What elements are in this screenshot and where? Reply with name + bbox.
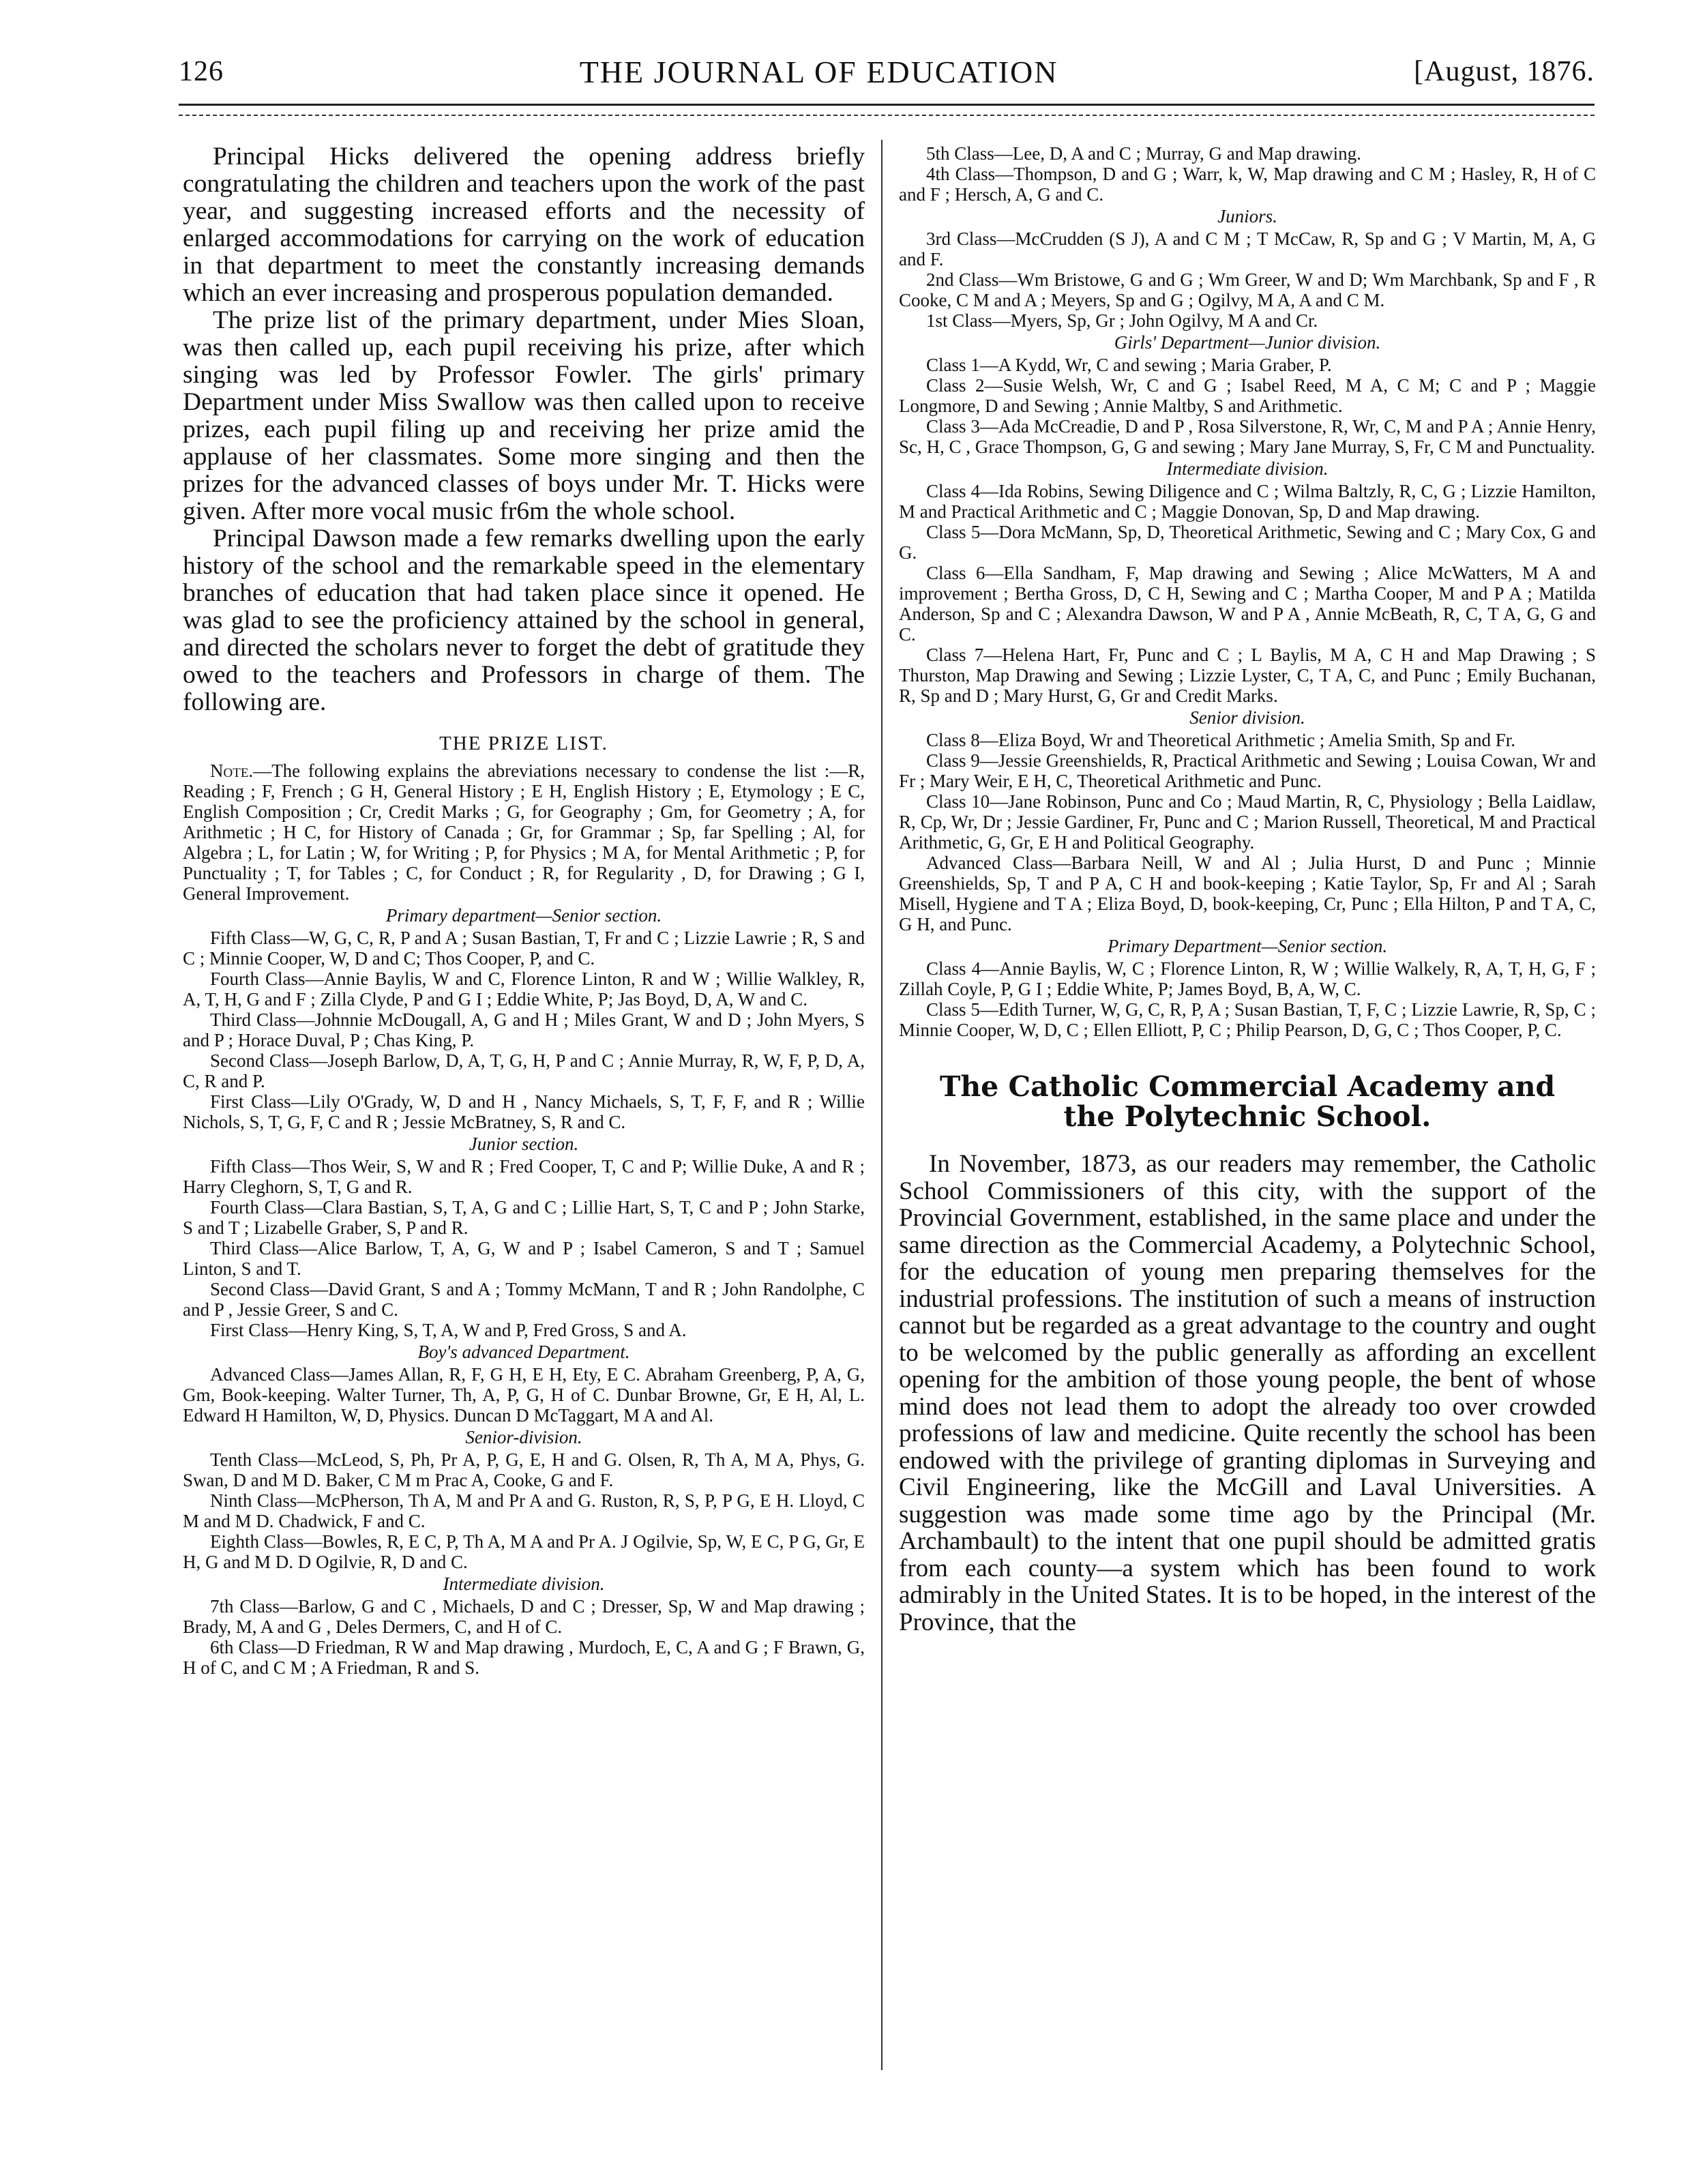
- prize-list-title: THE PRIZE LIST.: [439, 733, 608, 754]
- article-body: In November, 1873, as our readers may remember, the Catholic School Commissioners of this city, with the support of the Provincial Government, established, in the same place and under the same direction as the Commercial Academy, a Polytechnic School, for the education of young men preparing themselves for the industrial professions. The institution of such a means of instruction cannot but be regarded as a great advantage to the country and ought to be welcomed by the public generally as affording an excellent opening for the ambition of those young people, the bent of whose mind does not lead them to adopt the already too over crowded professions of law and medicine. Quite recently the school has been endowed with the privilege of granting diplomas in Surveying and Civil Engineering, like the McGill and Laval Universities. A suggestion was made some time ago by the Principal (Mr. Archambault) to the intent that one pupil should be admitted gratis from each county—a system which has been found to work admirably in the United States. It is to be hoped, in the interest of the Province, that the: [899, 1150, 1596, 1636]
- prize-entry: 6th Class—D Friedman, R W and Map drawing , Murdoch, E, C, A and G ; F Brawn, G, H of C, and C M ; A Friedman, R and S.: [183, 1637, 865, 1678]
- prize-entry: Second Class—David Grant, S and A ; Tommy McMann, T and R ; John Randolphe, C and P , Jessie Greer, S and C.: [183, 1279, 865, 1320]
- intro-paragraph: The prize list of the primary department, under Mies Sloan, was then called up, each pupil receiving his prize, after which singing was led by Professor Fowler. The girls' primary Department under Miss Swallow was then called upon to receive prizes, each pupil filing up and receiving her prize amid the applause of her classmates. Some more singing and then the prizes for the advanced classes of boys under Mr. T. Hicks were given. After more vocal music fr6m the whole school.: [183, 306, 865, 525]
- section-heading: Intermediate division.: [443, 1574, 605, 1594]
- prize-entry: Third Class—Johnnie McDougall, A, G and H ; Miles Grant, W and D ; John Myers, S and P ; Horace Duval, P ; Chas King, P.: [183, 1009, 865, 1050]
- section-heading: Senior division.: [1189, 707, 1305, 728]
- prize-entry: Second Class—Joseph Barlow, D, A, T, G, H, P and C ; Annie Murray, R, W, F, P, D, A, C, R and P.: [183, 1050, 865, 1091]
- section-heading: Boy's advanced Department.: [417, 1342, 630, 1362]
- prize-entry: First Class—Henry King, S, T, A, W and P, Fred Gross, S and A.: [210, 1320, 687, 1340]
- header-rule-dashed: [179, 115, 1595, 116]
- header-rule: [179, 104, 1595, 106]
- prize-entry: Class 9—Jessie Greenshields, R, Practical Arithmetic and Sewing ; Louisa Cowan, Wr and Fr ; Mary Weir, E H, C, Theoretical Arithmetic and Punc.: [899, 750, 1596, 791]
- prize-entry: Advanced Class—James Allan, R, F, G H, E H, Ety, E C. Abraham Greenberg, P, A, G, Gm, Book-keeping. Walter Turner, Th, A, P, G, H of C. Dunbar Browne, Gr, E H, Al, L. Edward H Hamilton, W, D, Physics. Duncan D McTaggart, M A and Al.: [183, 1364, 865, 1426]
- journal-title: THE JOURNAL OF EDUCATION: [579, 54, 1058, 89]
- note-text: —The following explains the abreviations necessary to condense the list :—R, Reading ; F, French ; G H, General History ; E H, English History ; E, Etymology ; E C, English Composition ; Cr, Credit Marks ; G, for Geography ; Gm, for Geometry ; A, for Arithmetic ; H C, for History of Canada ; Gr, for Grammar ; Sp, far Spelling ; Al, for Algebra ; L, for Latin ; W, for Writing ; P, for Physics ; M A, for Mental Arithmetic ; P, for Punctuality ; T, for Tables ; C, for Conduct ; R, for Regularity , D, for Drawing ; G I, General Improvement.: [183, 761, 865, 904]
- prize-entry: Class 7—Helena Hart, Fr, Punc and C ; L Baylis, M A, C H and Map Drawing ; S Thurston, Map Drawing and Sewing ; Lizzie Lyster, C, T A, C, and Punc ; Emily Buchanan, R, Sp and D ; Mary Hurst, G, Gr and Credit Marks.: [899, 645, 1596, 706]
- page-number: 126: [179, 56, 224, 87]
- prize-entry: Advanced Class—Barbara Neill, W and Al ; Julia Hurst, D and Punc ; Minnie Greenshields, Sp, T and P A, C H and book-keeping ; Katie Taylor, Sp, Fr and Al ; Sarah Misell, Hygiene and T A ; Eliza Boyd, D, book-keeping, Cr, Punc ; Ella Hilton, P and T A, C, G H, and Punc.: [899, 853, 1596, 934]
- prize-entry: Class 4—Ida Robins, Sewing Diligence and C ; Wilma Baltzly, R, C, G ; Lizzie Hamilton, M and Practical Arithmetic and C ; Maggie Donovan, Sp, D and Map drawing.: [899, 481, 1596, 522]
- section-heading: Senior-division.: [465, 1427, 582, 1447]
- right-prize-sections: [899, 143, 1596, 1040]
- section-heading: Intermediate division.: [1166, 458, 1329, 479]
- note-label: Note.: [210, 761, 254, 781]
- prize-entry: Class 5—Dora McMann, Sp, D, Theoretical Arithmetic, Sewing and C ; Mary Cox, G and G.: [899, 522, 1596, 563]
- prize-entry: Class 10—Jane Robinson, Punc and Co ; Maud Martin, R, C, Physiology ; Bella Laidlaw, R, Cp, Wr, Dr ; Jessie Gardiner, Fr, Punc and C ; Marion Russell, Theoretical, M and Practical Arithmetic, G, Gr, E H and Political Geography.: [899, 791, 1596, 853]
- prize-entry: 1st Class—Myers, Sp, Gr ; John Ogilvy, M A and Cr.: [926, 310, 1318, 331]
- right-column: [899, 143, 1596, 1636]
- issue-date: [August, 1876.: [1414, 56, 1595, 87]
- prize-entry: Class 3—Ada McCreadie, D and P , Rosa Silverstone, R, Wr, C, M and P A ; Annie Henry, Sc, H, C , Grace Thompson, G, G and sewing ; Mary Jane Murray, S, Fr, C M and Punctuality.: [899, 416, 1596, 457]
- prize-entry: Fifth Class—W, G, C, R, P and A ; Susan Bastian, T, Fr and C ; Lizzie Lawrie ; R, S and C ; Minnie Cooper, W, D and C; Thos Cooper, P, and C.: [183, 928, 865, 969]
- prize-entry: Class 1—A Kydd, Wr, C and sewing ; Maria Graber, P.: [926, 355, 1332, 375]
- prize-entry: 7th Class—Barlow, G and C , Michaels, D and C ; Dresser, Sp, W and Map drawing ; Brady, M, A and G , Deles Dermers, C, and H of C.: [183, 1596, 865, 1637]
- section-heading: Primary Department—Senior section.: [1107, 936, 1388, 956]
- prize-entry: 4th Class—Thompson, D and G ; Warr, k, W, Map drawing and C M ; Hasley, R, H of C and F ; Hersch, A, G and C.: [899, 164, 1596, 205]
- prize-entry: Tenth Class—McLeod, S, Ph, Pr A, P, G, E, H and G. Olsen, R, Th A, M A, Phys, G. Swan, D and M D. Baker, C M m Prac A, Cooke, G and F.: [183, 1449, 865, 1490]
- prize-entry: Class 4—Annie Baylis, W, C ; Florence Linton, R, W ; Willie Walkely, R, A, T, H, G, F ; Zillah Coyle, P, G I ; Eddie White, P; James Boyd, B, A, W, C.: [899, 958, 1596, 999]
- prize-entry: Ninth Class—McPherson, Th A, M and Pr A and G. Ruston, R, S, P, P G, E H. Lloyd, C M and M D. Chadwick, F and C.: [183, 1490, 865, 1531]
- prize-entry: Fifth Class—Thos Weir, S, W and R ; Fred Cooper, T, C and P; Willie Duke, A and R ; Harry Cleghorn, S, T, G and R.: [183, 1156, 865, 1197]
- left-column: [183, 143, 865, 1678]
- section-heading: Girls' Department—Junior division.: [1114, 332, 1381, 353]
- prize-entry: Fourth Class—Annie Baylis, W and C, Florence Linton, R and W ; Willie Walkley, R, A, T, H, G and F ; Zilla Clyde, P and G I ; Eddie White, P; Jas Boyd, D, A, W and C.: [183, 969, 865, 1009]
- section-heading: Junior section.: [469, 1134, 579, 1154]
- prize-entry: Third Class—Alice Barlow, T, A, G, W and P ; Isabel Cameron, S and T ; Samuel Linton, S and T.: [183, 1238, 865, 1279]
- prize-entry: Class 2—Susie Welsh, Wr, C and G ; Isabel Reed, M A, C M; C and P ; Maggie Longmore, D and Sewing ; Annie Maltby, S and Arithmetic.: [899, 375, 1596, 416]
- prize-entry: 5th Class—Lee, D, A and C ; Murray, G and Map drawing.: [926, 143, 1361, 164]
- prize-entry: 2nd Class—Wm Bristowe, G and G ; Wm Greer, W and D; Wm Marchbank, Sp and F , R Cooke, C M and A ; Meyers, Sp and G ; Ogilvy, M A, A and C M.: [899, 269, 1596, 310]
- column-divider: [881, 140, 883, 2070]
- abbreviation-note: [183, 761, 865, 904]
- intro-paragraph: Principal Dawson made a few remarks dwelling upon the early history of the school and the remarkable speed in the elementary branches of education that had taken place since it opened. He was glad to see the proficiency attained by the school in general, and directed the scholars never to forget the debt of gratitude they owed to the teachers and Professors in charge of them. The following are.: [183, 525, 865, 716]
- article-title: The Catholic Commercial Academy and the Polytechnic School.: [939, 1070, 1556, 1133]
- prize-entry: First Class—Lily O'Grady, W, D and H , Nancy Michaels, S, T, F, F, and R ; Willie Nichols, S, T, G, F, C and R ; Jessie McBratney, S, R and C.: [183, 1091, 865, 1132]
- running-head: [179, 48, 1595, 95]
- prize-entry: Fourth Class—Clara Bastian, S, T, A, G and C ; Lillie Hart, S, T, C and P ; John Starke, S and T ; Lizabelle Graber, S, P and R.: [183, 1197, 865, 1238]
- left-prize-sections: [183, 905, 865, 1678]
- prize-entry: Class 5—Edith Turner, W, G, C, R, P, A ; Susan Bastian, T, F, C ; Lizzie Lawrie, R, Sp, C ; Minnie Cooper, W, D, C ; Ellen Elliott, P, C ; Philip Pearson, D, G, C ; Thos Cooper, P, C.: [899, 999, 1596, 1040]
- section-heading: Juniors.: [1217, 206, 1277, 226]
- prize-entry: Class 8—Eliza Boyd, Wr and Theoretical Arithmetic ; Amelia Smith, Sp and Fr.: [926, 730, 1516, 750]
- prize-entry: 3rd Class—McCrudden (S J), A and C M ; T McCaw, R, Sp and G ; V Martin, M, A, G and F.: [899, 228, 1596, 269]
- prize-entry: Eighth Class—Bowles, R, E C, P, Th A, M A and Pr A. J Ogilvie, Sp, W, E C, P G, Gr, E H, G and M D. D Ogilvie, R, D and C.: [183, 1531, 865, 1572]
- prize-entry: Class 6—Ella Sandham, F, Map drawing and Sewing ; Alice McWatters, M A and improvement ; Bertha Gross, D, C H, Sewing and C ; Martha Cooper, M and P A ; Matilda Anderson, Sp and C ; Alexandra Dawson, W and P A , Annie McBeath, R, C, T A, G, G and C.: [899, 563, 1596, 645]
- section-heading: Primary department—Senior section.: [385, 905, 662, 926]
- intro-paragraph: Principal Hicks delivered the opening address briefly congratulating the children and teachers upon the work of the past year, and suggesting increased efforts and the necessity of enlarged accommodations for carrying on the work of education in that department to meet the constantly increasing demands which an ever increasing and prosperous population demanded.: [183, 143, 865, 307]
